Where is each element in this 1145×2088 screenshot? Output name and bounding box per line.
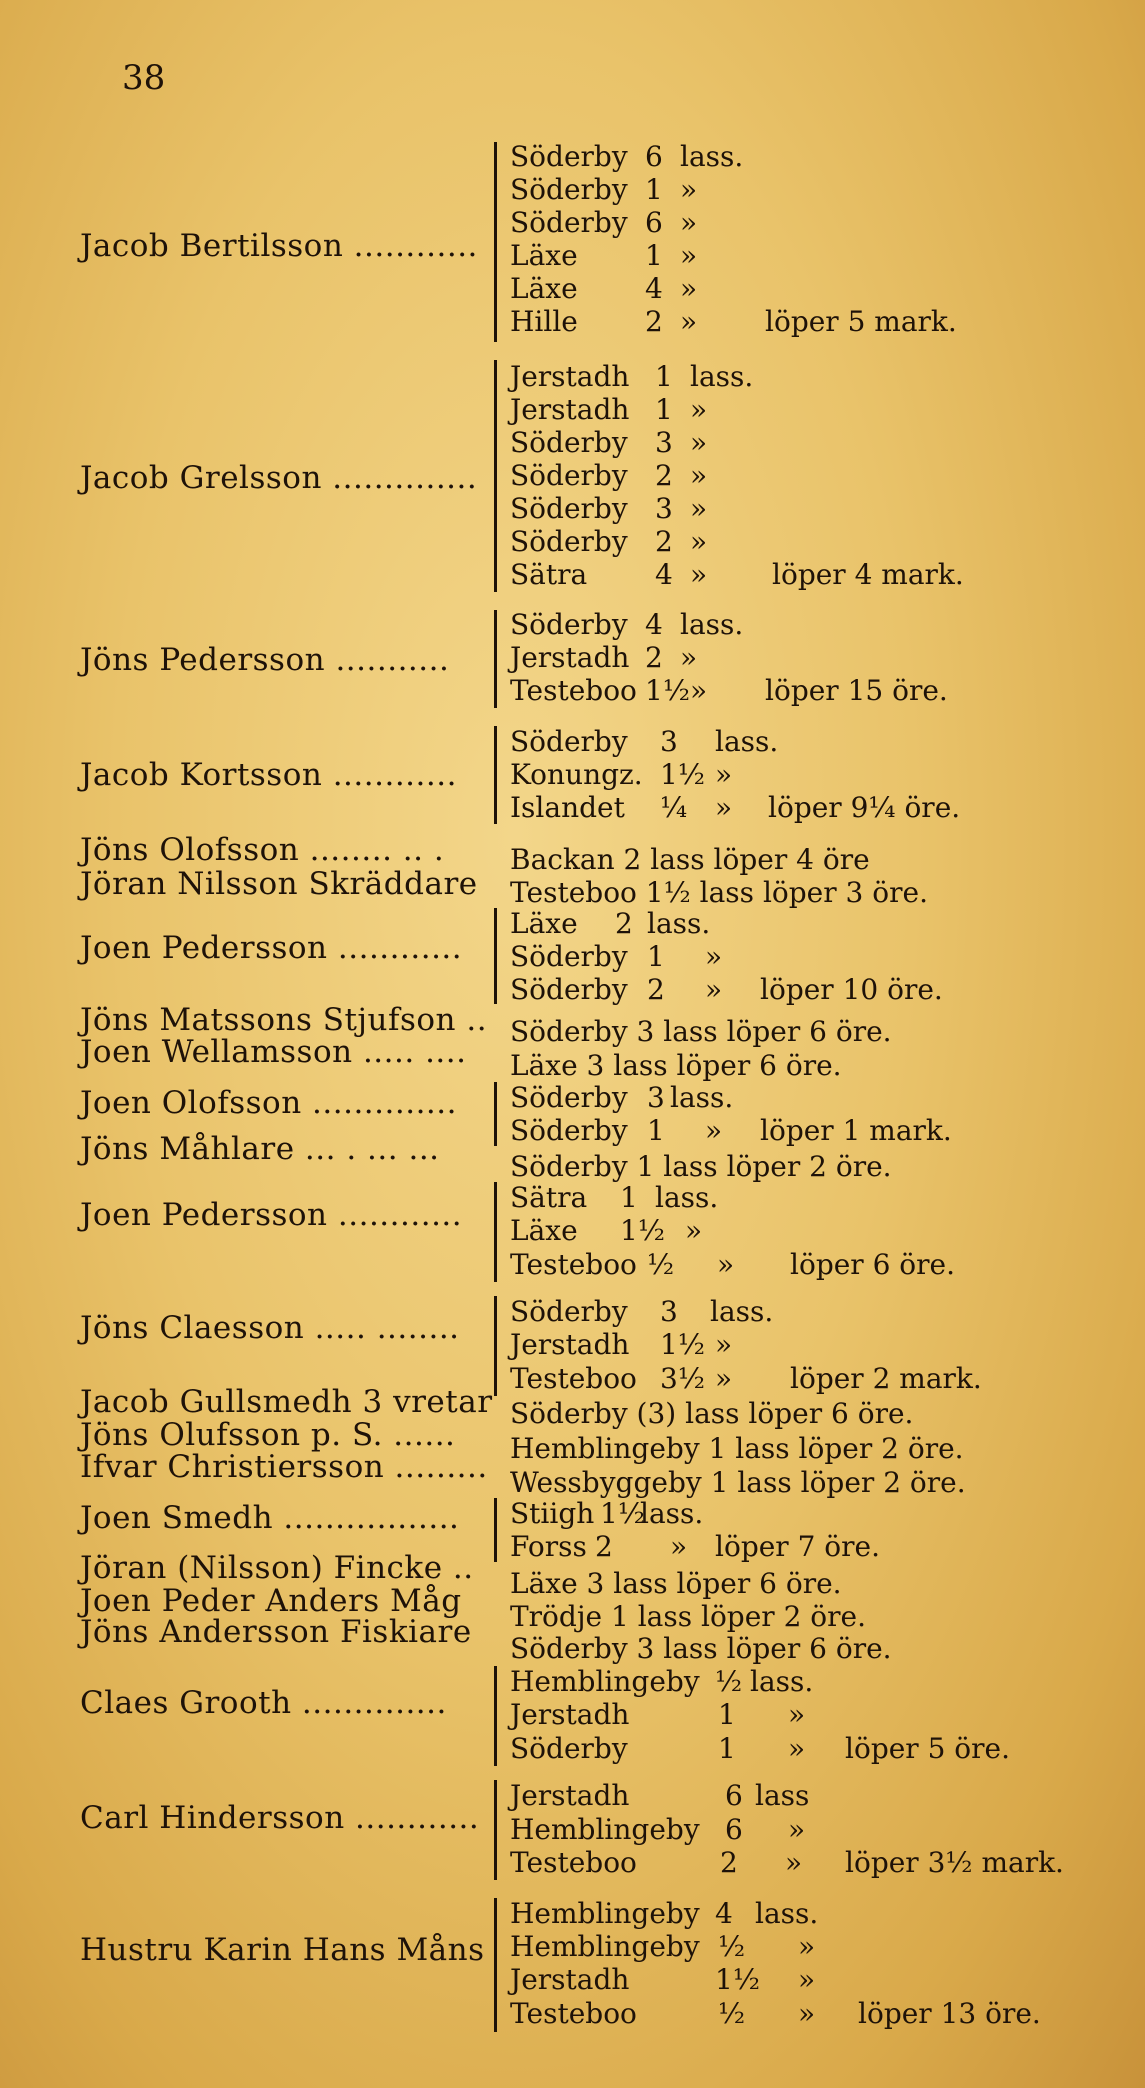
entry-brace xyxy=(494,1780,497,1880)
holding-line: Söderby (3) lass löper 6 öre. xyxy=(510,1397,914,1430)
person-name: Jöns Andersson Fiskiare xyxy=(80,1614,472,1650)
holding-line: Wessbyggeby 1 lass löper 2 öre. xyxy=(510,1466,966,1499)
person-name: Carl Hindersson ............ xyxy=(80,1800,480,1836)
holding-line: Söderby 3 lass löper 6 öre. xyxy=(510,1015,892,1048)
person-name: Ifvar Christiersson ......... xyxy=(80,1449,488,1485)
entry-brace xyxy=(494,1296,497,1396)
person-name: Jöns Claesson ..... ........ xyxy=(80,1310,460,1346)
holding-line: Testeboo 1½ lass löper 3 öre. xyxy=(510,876,928,909)
person-name: Joen Smedh ................. xyxy=(80,1500,460,1536)
person-name: Jöran Nilsson Skräddare xyxy=(80,866,478,902)
person-name: Claes Grooth .............. xyxy=(80,1685,447,1721)
entry-brace xyxy=(494,1082,497,1146)
entry-brace xyxy=(494,1898,497,2032)
person-name: Jacob Grelsson .............. xyxy=(80,460,478,496)
holding-line: Trödje 1 lass löper 2 öre. xyxy=(510,1600,867,1633)
person-name: Jöran (Nilsson) Fincke .. xyxy=(80,1550,474,1586)
holding-line: Söderby 1 lass löper 2 öre. xyxy=(510,1150,892,1183)
person-name: Joen Pedersson ............ xyxy=(80,1197,463,1233)
book-page: 38 Jacob Bertilsson ............ Söderby 6 lass. Söderby 1 » Söderby 6 » Läxe 1 » Läxe 4 » Hille 2 » löper 5 mark. Jacob Grelsson .............. Jerstadh 1 lass. Jerstadh 1 » Söderby 3 » Söderby 2 » Söderby 3 » Söderby 2 » Sätra 4 » löper 4 mark. Jöns Pedersson ........... Söderby 4 lass. Jerstadh 2 » Testeboo 1½ » löper 15 öre. Jacob Kortsson ............ Söderby 3 lass. Konungz. 1½ » Islandet ¼ » löper 9¼ öre. Jöns Olofsson ........ .. . Backan 2 lass löper 4 öre Jöran Nilsson Skräddare Testeboo 1½ lass löper 3 öre. Joen Pedersson ............ Läxe 2 lass. Söderby 1 » Söderby 2 » löper 10 öre. Jöns Matssons Stjufson .. Söderby 3 lass löper 6 öre. Joen Wellamsson ..... .... Läxe 3 lass löper 6 öre. Joen Olofsson .............. Söderby 3 lass. Söderby 1 » löper 1 mark. Jöns Måhlare ... . ... ... Söderby 1 lass löper 2 öre. Joen Pedersson ............ Sätra 1 lass. Läxe 1½ » Testeboo ½ » löper 6 öre. Jöns Claesson ..... ........ Söderby 3 lass. Jerstadh 1½ » Testeboo 3½ » löper 2 mark. Jacob Gullsmedh 3 vretar Söderby (3) lass löper 6 öre. Jöns Olufsson p. S. ...... Hemblingeby 1 lass löper 2 öre. Ifvar Christiersson ......... Wessbyggeby 1 lass löper 2 öre. Joen Smedh ................. Stiigh 1½ lass. Forss 2 » löper 7 öre. Jöran (Nilsson) Fincke .. Läxe 3 lass löper 6 öre. Joen Peder Anders Måg Trödje 1 lass löper 2 öre. Jöns Andersson Fiskiare Söderby 3 lass löper 6 öre. Claes Grooth .............. Hemblingeby ½ lass. Jerstadh 1 » Söderby 1 » löper 5 öre. Carl Hindersson ............ Jerstadh 6 lass Hemblingeby 6 » Testeboo 2 » löper 3½ mark. Hustru Karin Hans Måns Hemblingeby 4 lass. Hemblingeby ½ » Jerstadh 1½ » Testeboo ½ » löper 13 öre. xyxy=(80,58,1064,2030)
person-name: Jöns Matssons Stjufson .. xyxy=(80,1002,488,1038)
holding-line: Söderby 3 lass löper 6 öre. xyxy=(510,1632,892,1665)
entry-brace xyxy=(494,1498,497,1562)
entry-brace xyxy=(494,610,497,708)
entry-brace xyxy=(494,908,497,1004)
holding-line: Läxe 3 lass löper 6 öre. xyxy=(510,1567,842,1600)
holding-line: Hemblingeby 1 lass löper 2 öre. xyxy=(510,1432,964,1465)
person-name: Joen Pedersson ............ xyxy=(80,930,463,966)
entry-brace xyxy=(494,1182,497,1282)
page-number: 38 xyxy=(122,58,166,98)
entry-brace xyxy=(494,1666,497,1766)
person-name: Jöns Olofsson ........ .. . xyxy=(80,832,445,868)
holding-line: Läxe 3 lass löper 6 öre. xyxy=(510,1049,842,1082)
person-name: Joen Olofsson .............. xyxy=(80,1085,457,1121)
person-name: Joen Peder Anders Måg xyxy=(80,1583,462,1619)
person-name: Jacob Kortsson ............ xyxy=(80,757,457,793)
person-name: Jacob Gullsmedh 3 vretar xyxy=(80,1384,493,1420)
person-name: Jöns Olufsson p. S. ...... xyxy=(80,1417,456,1453)
entry-brace xyxy=(494,142,497,342)
person-name: Hustru Karin Hans Måns xyxy=(80,1932,485,1968)
entry-brace xyxy=(494,360,497,592)
holding-line: Backan 2 lass löper 4 öre xyxy=(510,843,870,876)
entry-brace xyxy=(494,726,497,824)
person-name: Joen Wellamsson ..... .... xyxy=(80,1034,467,1070)
person-name: Jacob Bertilsson ............ xyxy=(80,228,478,264)
person-name: Jöns Måhlare ... . ... ... xyxy=(80,1131,440,1167)
person-name: Jöns Pedersson ........... xyxy=(80,642,450,678)
